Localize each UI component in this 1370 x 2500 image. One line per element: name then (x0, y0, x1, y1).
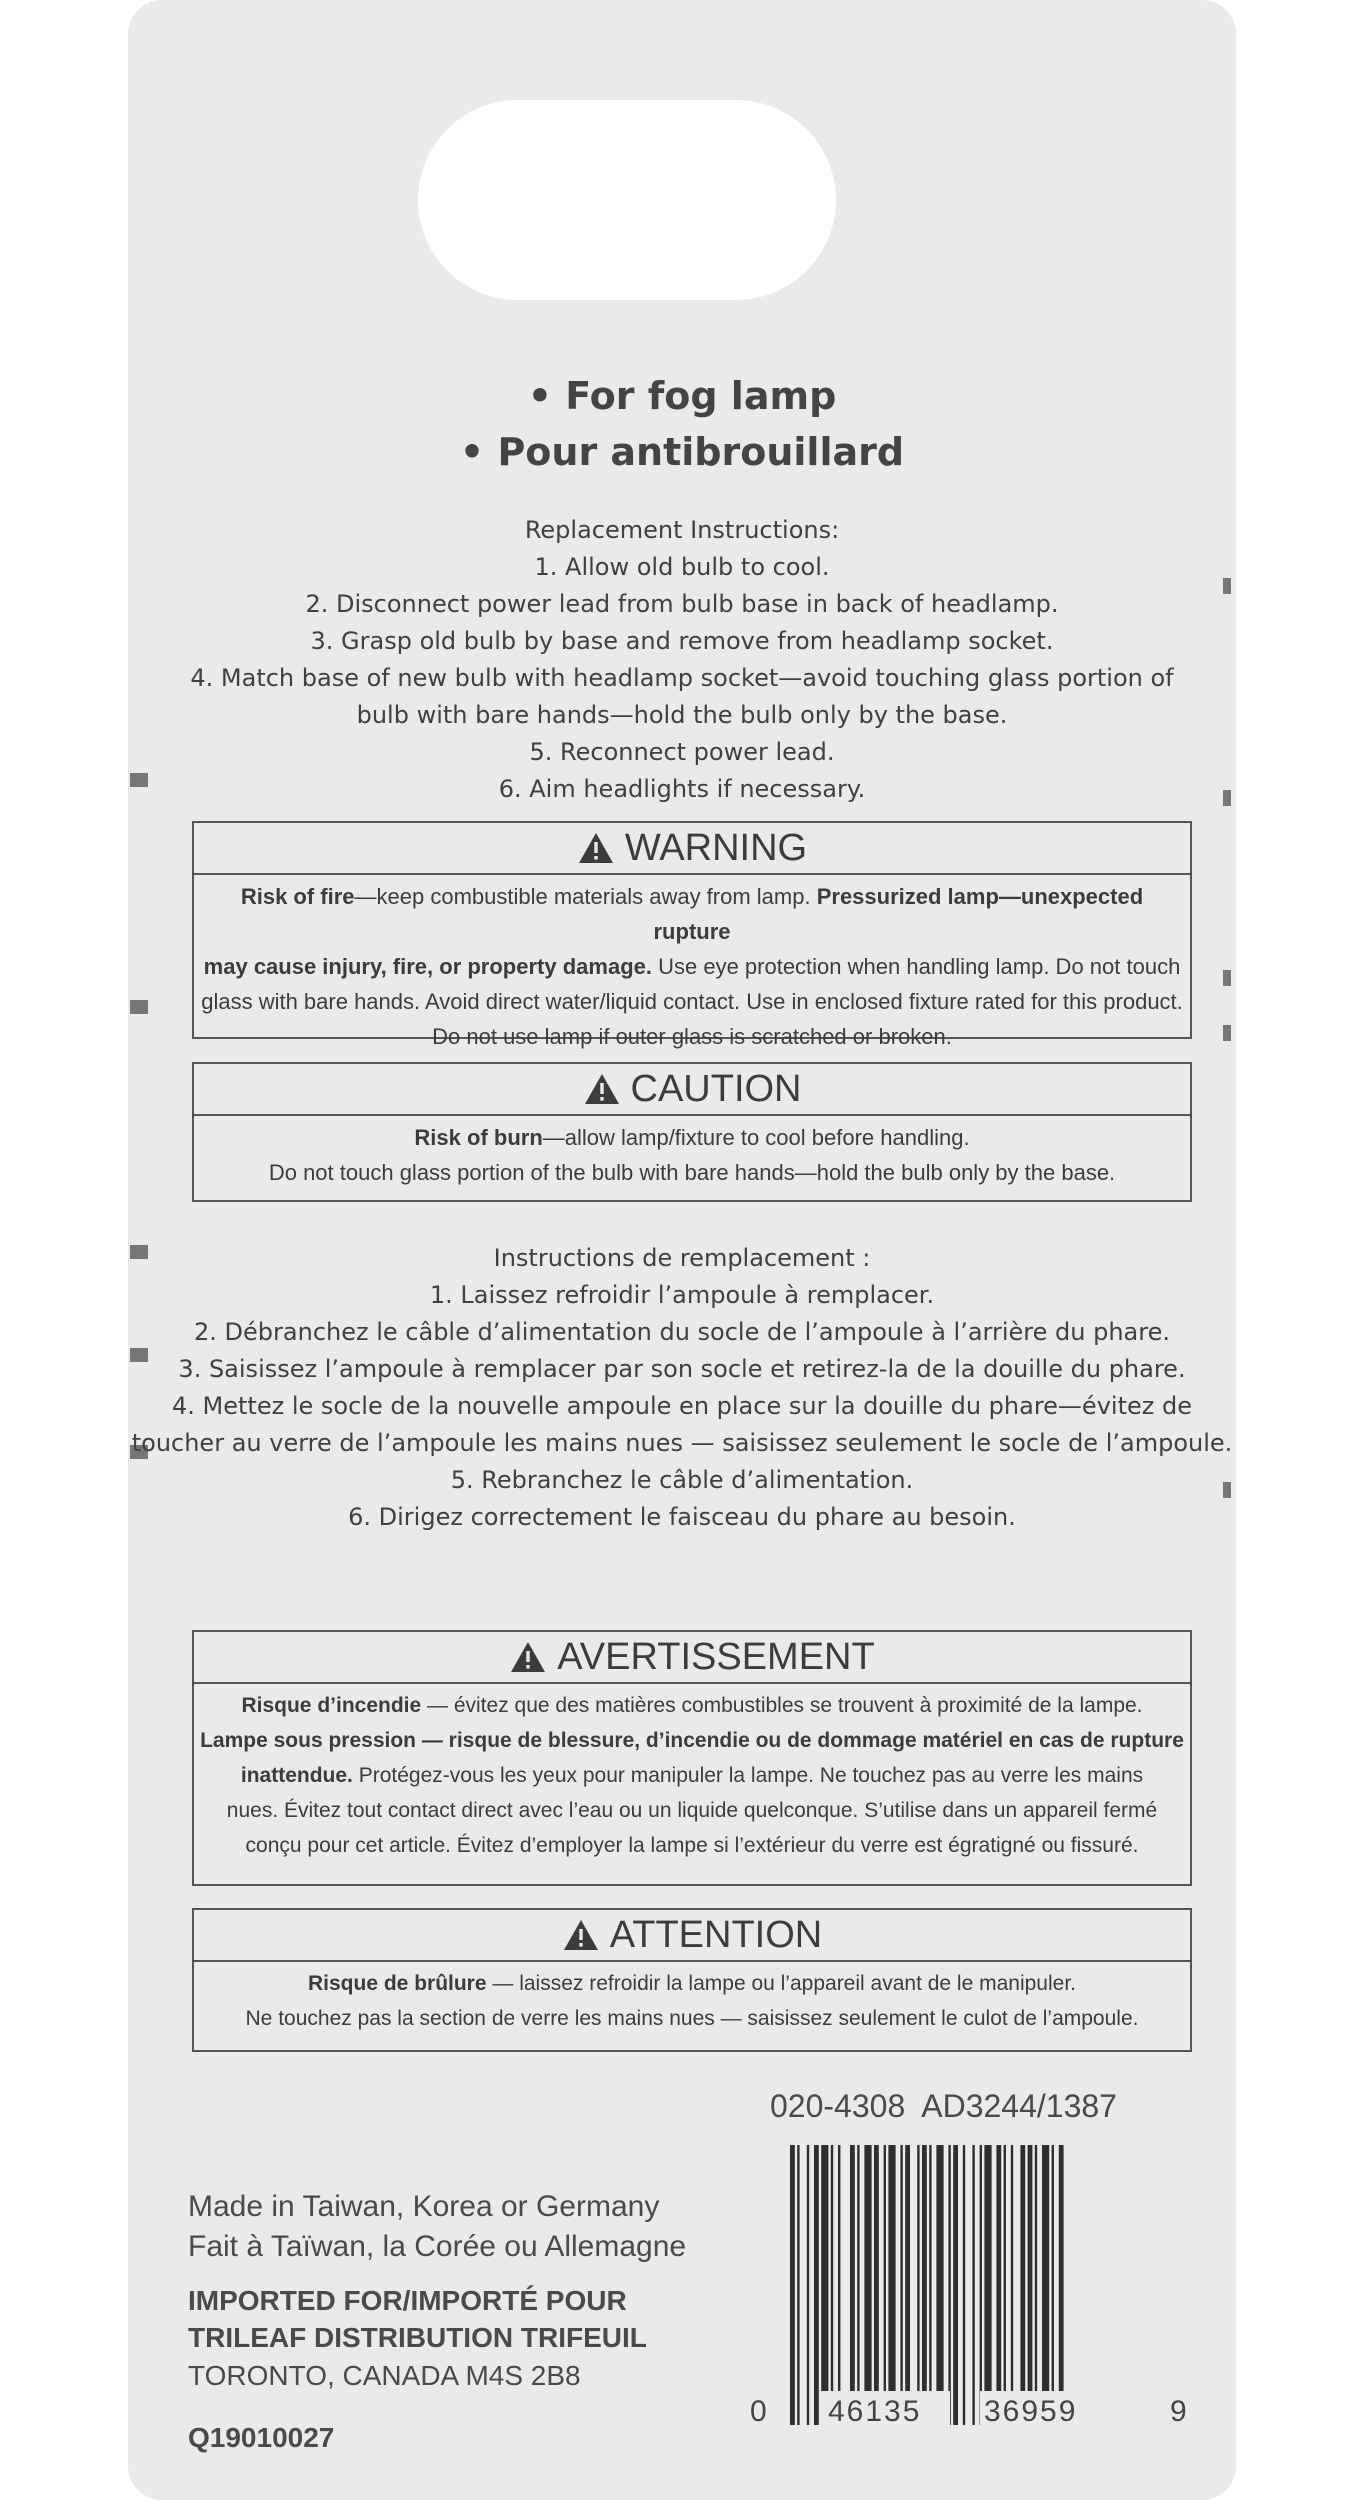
barcode-bar (922, 2145, 927, 2425)
replacement-instructions-en (128, 512, 1236, 808)
barcode-bar (831, 2145, 833, 2425)
text: —allow lamp/fixture to cool before handling. (542, 1125, 970, 1150)
barcode-bar (996, 2145, 1001, 2425)
barcode-bar (807, 2145, 809, 2425)
usage-en: • For fog lamp (527, 374, 837, 418)
barcode-bar (1052, 2145, 1054, 2425)
text: — évitez que des matières combustibles se trouvent à proximité de la lampe. (421, 1694, 1143, 1717)
warning-header (194, 823, 1190, 875)
barcode-bar (857, 2145, 859, 2425)
text: Ne touchez pas la section de verre les mains nues — saisissez seulement le culot de l’ampoule. (245, 2007, 1139, 2030)
instruction-step: 5. Rebranchez le câble d’alimentation. (450, 1466, 914, 1494)
replacement-instructions-fr (128, 1240, 1236, 1536)
barcode-bar (797, 2145, 799, 2425)
imported-for: IMPORTED FOR/IMPORTÉ POUR (188, 2285, 627, 2316)
warning-triangle-icon (562, 1918, 600, 1952)
warning-title: WARNING (624, 826, 808, 869)
bold-text: Risk of fire (240, 884, 355, 909)
barcode-bar (1028, 2145, 1033, 2425)
barcode-bar (905, 2145, 910, 2425)
made-in-en: Made in Taiwan, Korea or Germany (188, 2190, 660, 2223)
hang-hole (418, 100, 836, 300)
avertissement-header (194, 1632, 1190, 1684)
warning-triangle-icon (577, 831, 615, 865)
instruction-step: 4. Match base of new bulb with headlamp socket—avoid touching glass portion of (190, 664, 1174, 692)
instruction-step: 4. Mettez le socle de la nouvelle ampoule en place sur la douille du phare—évitez de (172, 1392, 1192, 1420)
text: Use eye protection when handling lamp. Do not touch (651, 954, 1181, 979)
instruction-step: 5. Reconnect power lead. (529, 738, 835, 766)
barcode-bar (821, 2145, 828, 2425)
text: Do not use lamp if outer glass is scratched or broken. (432, 1024, 952, 1049)
instruction-step: 2. Disconnect power lead from bulb base in back of headlamp. (305, 590, 1059, 618)
barcode-bar (850, 2145, 855, 2425)
barcode-bar (1035, 2145, 1037, 2425)
text: — laissez refroidir la lampe ou l’appareil avant de le manipuler. (486, 1972, 1076, 1995)
instructions-title: Replacement Instructions: (524, 516, 840, 544)
barcode-bar (900, 2145, 902, 2425)
barcode-right-digits: 36959 (984, 2395, 1078, 2428)
text: —keep combustible materials away from lamp. (354, 884, 817, 909)
barcode-bar (929, 2145, 931, 2425)
company-name: TRILEAF DISTRIBUTION TRIFEUIL (188, 2322, 647, 2353)
instruction-step: 1. Laissez refroidir l’ampoule à remplacer. (429, 1281, 935, 1309)
caution-title: CAUTION (630, 1067, 802, 1110)
barcode-bar (1042, 2145, 1049, 2425)
warning-triangle-icon (583, 1072, 621, 1106)
barcode-bar (917, 2145, 919, 2425)
product-usage (128, 368, 1236, 480)
bold-text: Risk of burn (414, 1125, 543, 1150)
barcode-bar (874, 2145, 879, 2425)
instruction-step: 3. Saisissez l’ampoule à remplacer par son socle et retirez-la de la douille du phare. (178, 1355, 1186, 1383)
barcode-bar (864, 2145, 871, 2425)
caution-header (194, 1064, 1190, 1116)
barcode-bar (1059, 2145, 1064, 2425)
text: Protégez-vous les yeux pour manipuler la lampe. Ne touchez pas au verre les mains (352, 1764, 1144, 1787)
instruction-step: toucher au verre de l’ampoule les mains nues — saisissez seulement le socle de l’ampoule. (131, 1429, 1233, 1457)
barcode-bar (1020, 2145, 1025, 2425)
bold-text: may cause injury, fire, or property damage. (203, 954, 652, 979)
bold-text: Lampe sous pression — risque de blessure, d’incendie ou de dommage matériel en cas de rupture (200, 1729, 1184, 1752)
attention-box (192, 1908, 1192, 2052)
attention-title: ATTENTION (609, 1913, 823, 1956)
made-in-fr: Fait à Taïwan, la Corée ou Allemagne (188, 2230, 687, 2263)
instructions-title: Instructions de remplacement : (493, 1244, 871, 1272)
barcode-bar (972, 2145, 974, 2425)
text: nues. Évitez tout contact direct avec l’eau ou un liquide quelconque. S’utilise dans un appareil fermé (226, 1799, 1158, 1822)
text: Do not touch glass portion of the bulb with bare hands—hold the bulb only by the base. (268, 1160, 1116, 1185)
warning-box (192, 821, 1192, 1049)
company-address: TORONTO, CANADA M4S 2B8 (188, 2360, 581, 2391)
registration-mark (1223, 1025, 1231, 1041)
barcode-bar (963, 2145, 965, 2425)
barcode-bar (888, 2145, 895, 2425)
bold-text: Pressurized lamp—unexpected rupture (653, 884, 1144, 944)
barcode-bar (1011, 2145, 1013, 2425)
barcode-bars (790, 2145, 1064, 2425)
barcode-bar (980, 2145, 982, 2425)
avertissement-title: AVERTISSEMENT (557, 1635, 875, 1678)
barcode-left-digits: 46135 (828, 2395, 922, 2428)
instruction-step: 1. Allow old bulb to cool. (534, 553, 830, 581)
instruction-step: 6. Dirigez correctement le faisceau du phare au besoin. (348, 1503, 1016, 1531)
usage-fr: • Pour antibrouillard (459, 430, 905, 474)
barcode-bar (814, 2145, 819, 2425)
bold-text: inattendue. (240, 1764, 353, 1787)
instruction-step: 2. Débranchez le câble d’alimentation du socle de l’ampoule à l’arrière du phare. (194, 1318, 1170, 1346)
barcode-bar (948, 2145, 950, 2425)
bold-text: Risque de brûlure (308, 1972, 487, 1995)
registration-mark (130, 1000, 148, 1014)
barcode-bar (838, 2145, 840, 2425)
barcode-bar (884, 2145, 886, 2425)
instruction-step: bulb with bare hands—hold the bulb only by the base. (356, 701, 1008, 729)
barcode-bar (790, 2145, 795, 2425)
avertissement-box (192, 1630, 1192, 1886)
barcode-lead-digit: 0 (750, 2395, 767, 2428)
barcode-bar (984, 2145, 991, 2425)
instruction-step: 3. Grasp old bulb by base and remove from headlamp socket. (310, 627, 1054, 655)
registration-mark (1223, 970, 1231, 986)
barcode-check-digit: 9 (1170, 2395, 1187, 2428)
bold-text: Risque d’incendie (241, 1694, 422, 1717)
upc-barcode (750, 2145, 1187, 2428)
barcode-bar (953, 2145, 958, 2425)
caution-box (192, 1062, 1192, 1202)
barcode-bar (1004, 2145, 1006, 2425)
warning-triangle-icon (509, 1640, 547, 1674)
part-numbers: 020-4308 AD3244/1387 (770, 2088, 1117, 2124)
lot-code: Q19010027 (188, 2422, 335, 2453)
text: conçu pour cet article. Évitez d’employer la lampe si l’extérieur du verre est égratigné ou fissuré. (245, 1834, 1139, 1857)
barcode-bar (936, 2145, 943, 2425)
text: glass with bare hands. Avoid direct water/liquid contact. Use in enclosed fixture rated for this product. (201, 989, 1183, 1014)
attention-header (194, 1910, 1190, 1962)
instruction-step: 6. Aim headlights if necessary. (498, 775, 866, 803)
